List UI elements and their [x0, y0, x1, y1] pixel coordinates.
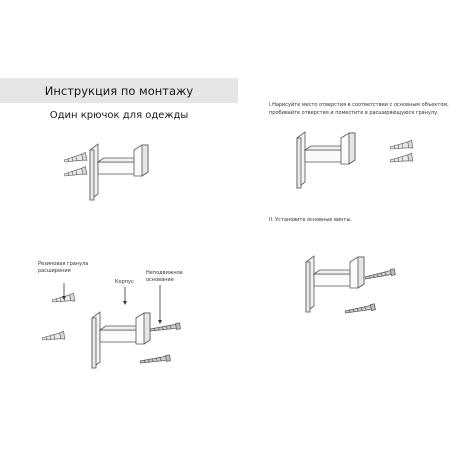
exploded-view: [42, 283, 181, 368]
hook-with-anchors: [64, 144, 148, 200]
page-subtitle: Один крючок для одежды: [49, 110, 189, 121]
step-1-text: I.Нарисуйте место отверстия в соответствии с основным объектом, пробивайте отверстия и поместите в расширяющуюся гранулу.: [269, 102, 449, 116]
step-2-illustration: [306, 256, 395, 315]
page-title: Инструкция по монтажу: [44, 84, 194, 98]
label-body: Корпус: [115, 279, 134, 285]
label-fixed-base: Неподвижное основание: [146, 270, 183, 283]
label-expansion-granule: Резиновая гранула расширения: [38, 261, 89, 274]
step-2-text: II. Установите основные винты.: [269, 217, 352, 223]
step-1-illustration: [297, 132, 413, 188]
